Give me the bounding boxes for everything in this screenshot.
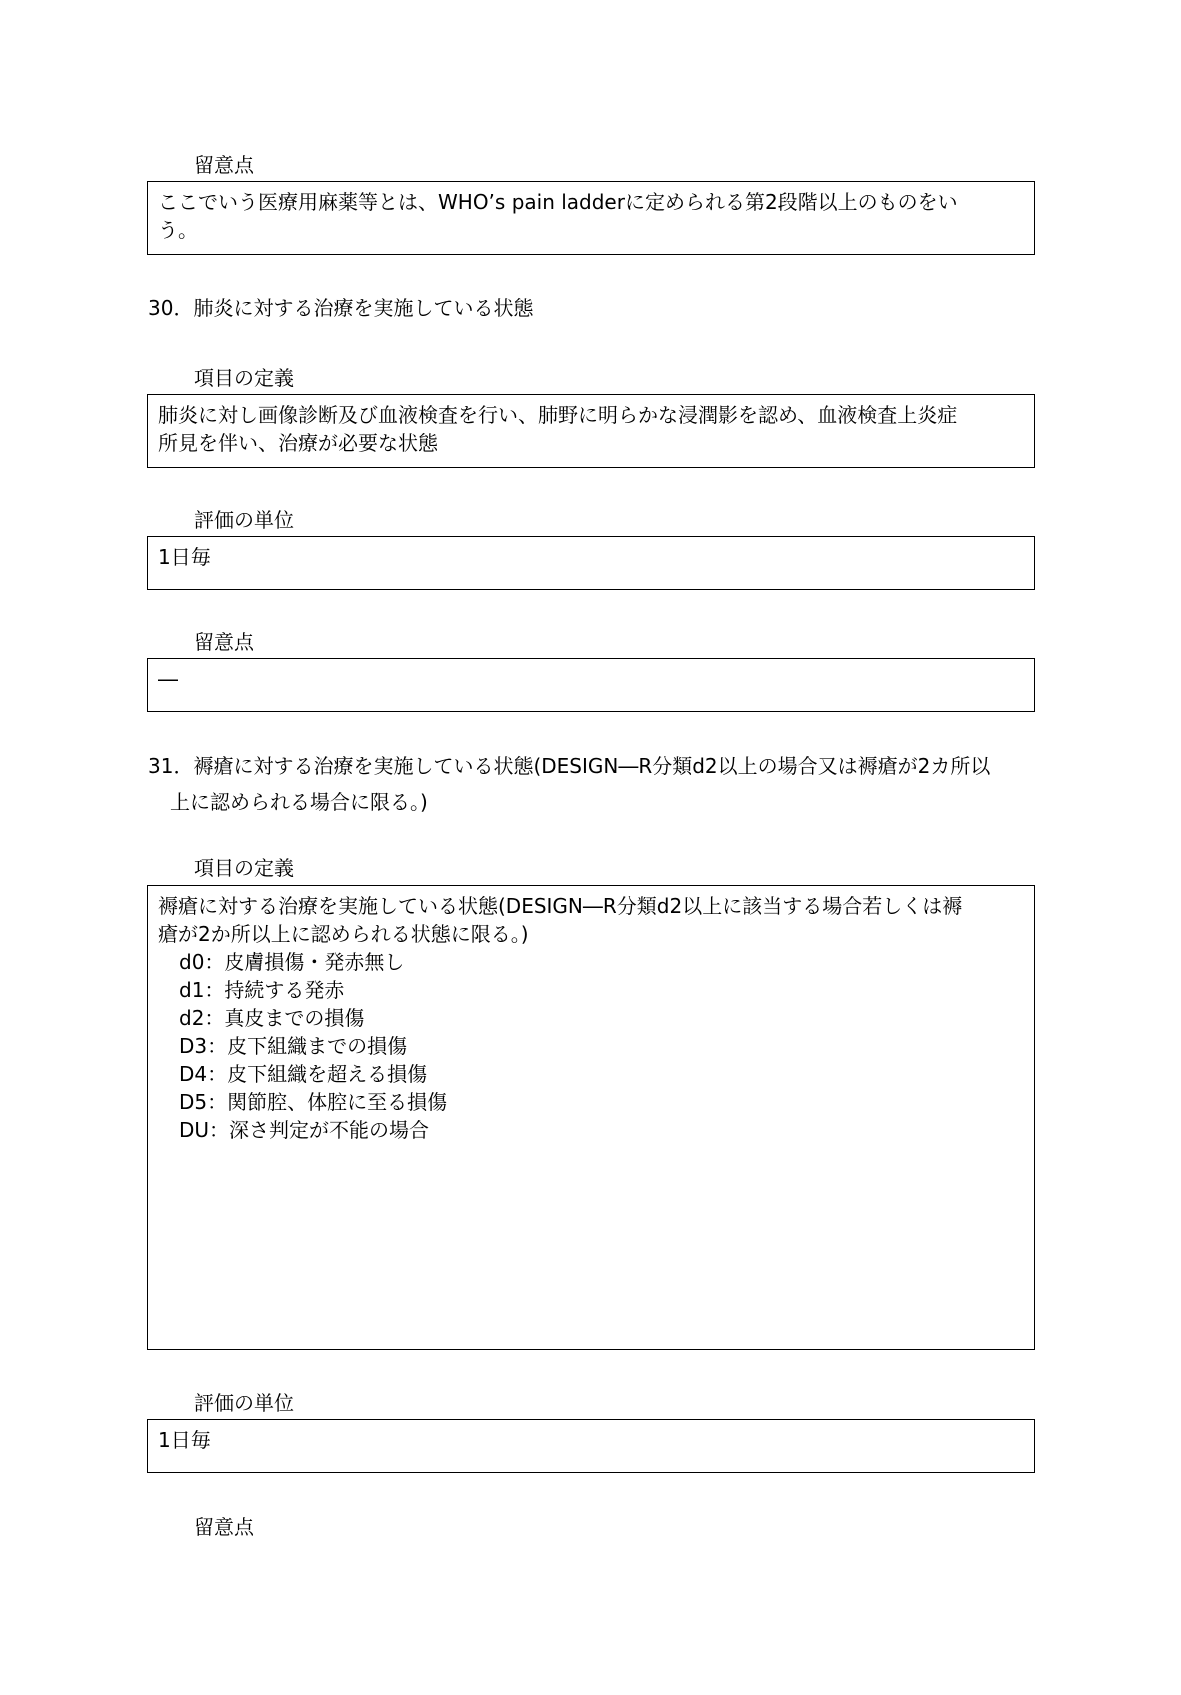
grade-d2: d2：真皮までの損傷 [179,1006,365,1030]
sec30-notes-box [147,658,1035,712]
sec31-definition-line1: 褥瘡に対する治療を実施している状態(DESIGN―R分類d2以上に該当する場合若しくは褥 [158,894,963,918]
sec29-notes-text-line1: ここでいう医療用麻薬等とは、WHO’s pain ladderに定められる第2段階以上のものをい [158,190,958,214]
sec31-heading-line2: 上に認められる場合に限る。) [170,790,428,814]
sec29-notes-label: 留意点 [194,153,254,177]
grade-d5: D5：関節腔、体腔に至る損傷 [179,1090,448,1114]
sec29-notes-box [147,181,1035,255]
grade-d1: d1：持続する発赤 [179,978,345,1002]
sec29-notes-text-line2: う。 [158,218,198,242]
sec31-notes-label: 留意点 [194,1515,254,1539]
sec31-heading-line1: 31．褥瘡に対する治療を実施している状態(DESIGN―R分類d2以上の場合又は褥瘡が2カ所以 [148,754,991,778]
sec31-definition-label: 項目の定義 [194,856,294,880]
sec30-notes-text: ― [158,667,178,691]
sec30-definition-line1: 肺炎に対し画像診断及び血液検査を行い、肺野に明らかな浸潤影を認め、血液検査上炎症 [158,403,958,427]
sec31-definition-box [147,885,1035,1350]
sec31-unit-text: 1日毎 [158,1428,211,1452]
grade-du: DU：深さ判定が不能の場合 [179,1118,430,1142]
sec30-unit-text: 1日毎 [158,545,211,569]
sec31-heading [148,748,1038,820]
sec31-unit-label: 評価の単位 [194,1391,294,1415]
sec30-unit-label: 評価の単位 [194,508,294,532]
grade-d3: D3：皮下組織までの損傷 [179,1034,408,1058]
sec30-heading: 30．肺炎に対する治療を実施している状態 [148,296,534,320]
sec30-definition-box [147,394,1035,468]
sec30-definition-label: 項目の定義 [194,366,294,390]
grade-d0: d0：皮膚損傷・発赤無し [179,950,405,974]
sec31-definition-line2: 瘡が2か所以上に認められる状態に限る。) [158,922,529,946]
sec30-unit-box [147,536,1035,590]
sec30-definition-line2: 所見を伴い、治療が必要な状態 [158,431,438,455]
sec31-unit-box [147,1419,1035,1473]
grade-d4: D4：皮下組織を超える損傷 [179,1062,428,1086]
sec30-notes-label: 留意点 [194,630,254,654]
